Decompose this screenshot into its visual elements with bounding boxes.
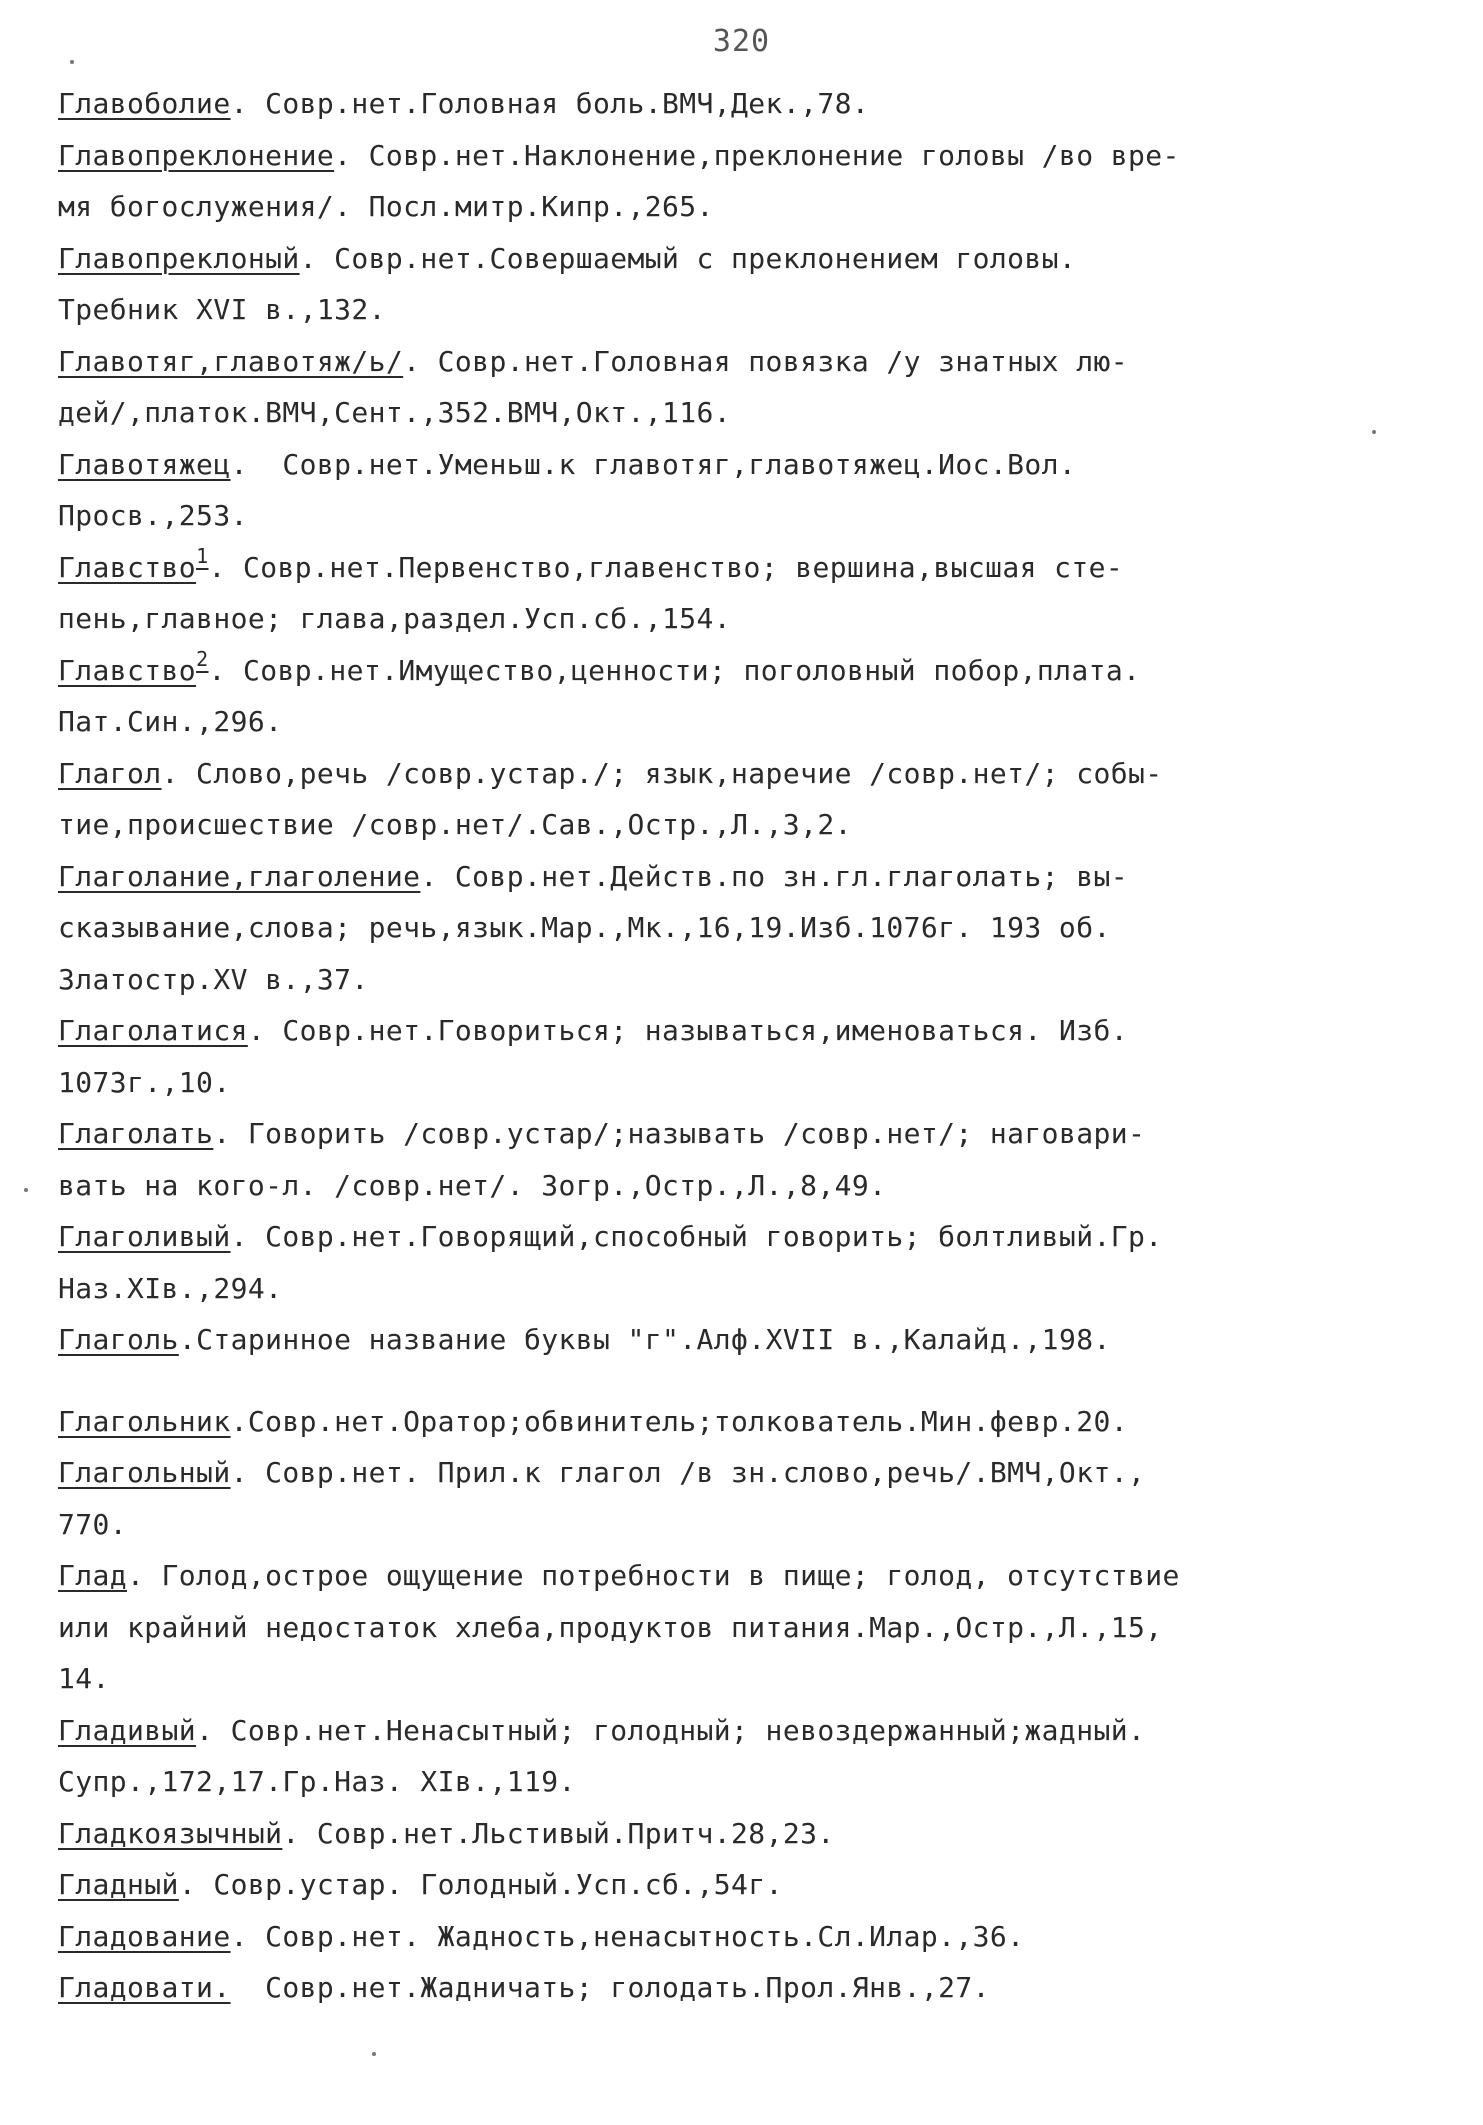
entry-headword: Главоболие xyxy=(58,87,231,120)
dictionary-entry xyxy=(58,542,1458,645)
dictionary-entry xyxy=(58,336,1458,439)
dictionary-entry xyxy=(58,439,1458,542)
dictionary-entry xyxy=(58,1705,1458,1808)
dictionary-entry xyxy=(58,1005,1458,1108)
dictionary-entry xyxy=(58,1550,1458,1705)
entry-definition: . Совр.нет.Ненасытный; голодный; невоздержанный;жадный. Супр.,172,17.Гр.Наз. XIв.,119. xyxy=(58,1713,1146,1798)
dictionary-entry xyxy=(58,1396,1458,1448)
entry-definition: . Слово,речь /совр.устар./; язык,наречие /совр.нет/; собы- тие,происшествие /совр.нет/.Сав.,Остр.,Л.,3,2. xyxy=(58,756,1163,841)
entry-headword: Гладование xyxy=(58,1919,231,1953)
dictionary-entry xyxy=(58,1962,1458,2014)
dictionary-entry xyxy=(58,78,1458,130)
entry-headword: Глад xyxy=(58,1559,128,1592)
entry-headword: Глаголь xyxy=(58,1323,179,1356)
scan-speck xyxy=(1372,430,1376,434)
entry-definition: . Совр.нет.Действ.по зн.гл.глаголать; вы- сказывание,слова; речь,язык.Мар.,Мк.,16,19.Изб.1076г. 193 об. Златостр.XV в.,37. xyxy=(58,859,1128,996)
entry-definition: . Совр.нет.Наклонение,преклонение головы /во вре- мя богослужения/. Посл.митр.Кипр.,265. xyxy=(58,138,1180,223)
entry-headword: Главотяжец xyxy=(58,447,231,481)
scan-speck xyxy=(372,2052,376,2056)
entry-homonym-index: 1 xyxy=(196,543,209,568)
dictionary-entry xyxy=(58,1808,1458,1860)
entry-definition: . Совр.устар. Голодный.Усп.сб.,54г. xyxy=(178,1868,783,1901)
dictionary-entry xyxy=(58,1447,1458,1550)
entry-headword: Глаголивый xyxy=(58,1220,231,1253)
dictionary-entry xyxy=(58,851,1458,1006)
dictionary-entry xyxy=(58,1911,1458,1963)
entry-headword: Главотяг,главотяж/ь/ xyxy=(58,344,404,378)
entry-definition: . Совр.нет.Головная боль.ВМЧ,Дек.,78. xyxy=(230,87,870,120)
entry-definition: . Совр.нет.Говорящий,способный говорить; болтливый.Гр. Наз.XIв.,294. xyxy=(58,1220,1163,1305)
entry-definition: . Совр.нет. Жадность,ненасытность.Сл.Илар.,36. xyxy=(230,1919,1025,1953)
dictionary-entry xyxy=(58,1859,1458,1911)
dictionary-entry xyxy=(58,233,1458,336)
entry-definition: . Совр.нет. Прил.к глагол /в зн.слово,речь/.ВМЧ,Окт., 770. xyxy=(58,1456,1146,1541)
scan-speck xyxy=(24,1188,28,1192)
page-number: 320 xyxy=(712,24,771,59)
entry-headword: Главопреклоный xyxy=(58,241,300,275)
entry-definition: . Совр.нет.Уменьш.к главотяг,главотяжец.Иос.Вол. Просв.,253. xyxy=(58,447,1077,532)
entry-headword: Гладовати. xyxy=(58,1971,231,2004)
entry-definition: . Говорить /совр.устар/;называть /совр.нет/; наговари- вать на кого-л. /совр.нет/. Зогр.,Остр.,Л.,8,49. xyxy=(58,1117,1146,1202)
entry-headword: Главство xyxy=(58,653,197,687)
scan-speck xyxy=(70,60,74,64)
entry-definition: Совр.нет.Жадничать; голодать.Прол.Янв.,27. xyxy=(230,1971,990,2004)
entry-headword: Гладный xyxy=(58,1868,179,1901)
entry-headword: Глаголатися xyxy=(58,1014,248,1047)
dictionary-entry xyxy=(58,130,1458,233)
dictionary-entry xyxy=(58,1211,1458,1314)
entry-headword: Гладкоязычный xyxy=(58,1816,283,1850)
entry-definition: .Старинное название буквы "г".Алф.XVII в.,Калайд.,198. xyxy=(178,1323,1111,1356)
entry-headword: Глагольный xyxy=(58,1456,231,1489)
entry-definition: . Голод,острое ощущение потребности в пище; голод, отсутствие или крайний недостаток хлеба,продуктов питания.Мар.,Остр.,Л.,15, 14. xyxy=(58,1559,1180,1695)
entry-headword: Глаголать xyxy=(58,1117,214,1150)
entry-headword: Главство xyxy=(58,550,197,584)
dictionary-entry xyxy=(58,748,1458,851)
entry-definition: . Совр.нет.Имущество,ценности; поголовный побор,плата. Пат.Син.,296. xyxy=(58,653,1141,738)
entry-headword: Глагол xyxy=(58,756,162,790)
entry-definition: . Совр.нет.Льстивый.Притч.28,23. xyxy=(282,1816,835,1850)
entry-headword: Глагольник xyxy=(58,1404,231,1438)
entry-definition: . Совр.нет.Говориться; называться,именоваться. Изб. 1073г.,10. xyxy=(58,1014,1128,1099)
dictionary-entry xyxy=(58,1314,1458,1366)
dictionary-entries xyxy=(58,78,1458,2014)
entry-definition: .Совр.нет.Оратор;обвинитель;толкователь.Мин.февр.20. xyxy=(230,1404,1128,1438)
entry-definition: . Совр.нет.Головная повязка /у знатных лю- дей/,платок.ВМЧ,Сент.,352.ВМЧ,Окт.,116. xyxy=(58,344,1128,429)
entry-headword: Гладивый xyxy=(58,1713,197,1747)
entry-homonym-index: 2 xyxy=(196,646,209,671)
entry-headword: Глаголание,глаголение xyxy=(58,859,421,893)
entry-definition: . Совр.нет.Первенство,главенство; вершина,высшая сте- пень,главное; глава,раздел.Усп.сб.,154. xyxy=(58,550,1124,635)
entry-headword: Главопреклонение xyxy=(58,138,335,172)
entry-definition: . Совр.нет.Совершаемый с преклонением головы. Требник XVI в.,132. xyxy=(58,241,1077,326)
dictionary-entry xyxy=(58,645,1458,748)
dictionary-entry xyxy=(58,1108,1458,1211)
